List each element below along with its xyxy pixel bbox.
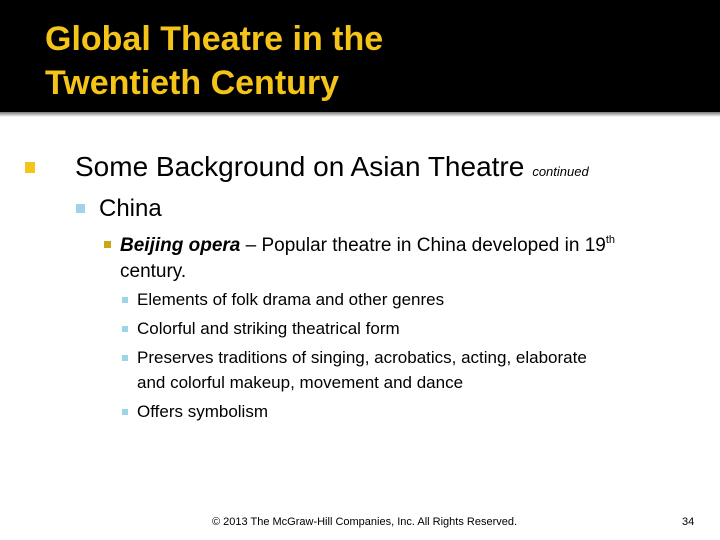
list-item: Colorful and striking theatrical form <box>137 319 400 338</box>
list-item-continuation: and colorful makeup, movement and dance <box>137 373 464 392</box>
bullet-level-1 <box>75 150 589 189</box>
list-item: Preserves traditions of singing, acrobatics, acting, elaborate <box>137 348 587 367</box>
title-line-2: Twentieth Century <box>45 64 340 102</box>
ordinal-suffix: th <box>605 233 616 246</box>
bullet-square-icon <box>122 409 128 415</box>
list-item: Offers symbolism <box>137 402 268 421</box>
list-item: Elements of folk drama and other genres <box>137 290 445 309</box>
bullet-1-text: Some Background on Asian Theatre <box>75 151 525 182</box>
bullet-square-icon <box>122 326 128 332</box>
bullet-square-icon <box>122 297 128 303</box>
bullet-3-text: – Popular theatre in China developed in 19 <box>240 235 606 256</box>
slide-title <box>45 17 685 105</box>
bullet-level-2: China <box>99 195 162 222</box>
bullet-level-3 <box>120 233 615 258</box>
title-bar <box>0 0 720 112</box>
bullet-square-icon <box>25 162 35 173</box>
bullet-square-icon <box>104 241 111 248</box>
bullet-square-icon <box>122 355 128 361</box>
bullet-square-icon <box>76 204 85 213</box>
beijing-opera-term: Beijing opera <box>120 235 241 256</box>
copyright-footer: © 2013 The McGraw-Hill Companies, Inc. All Rights Reserved. <box>212 516 518 528</box>
continued-note: continued <box>532 164 589 179</box>
page-number: 34 <box>682 516 695 528</box>
title-line-1: Global Theatre in the <box>45 20 384 58</box>
bullet-3-continuation: century. <box>120 261 187 282</box>
